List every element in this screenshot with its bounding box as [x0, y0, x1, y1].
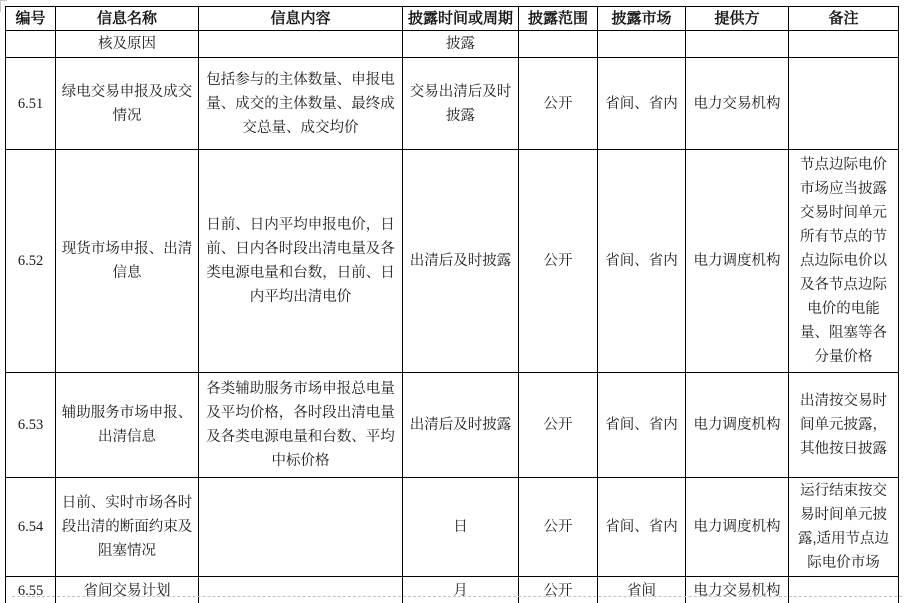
cell-remarks: 节点边际电价市场应当披露交易时间单元所有节点的节点边际电价以及各节点边际电价的电能量、阻塞等各分量价格 [789, 150, 899, 373]
header-info-content: 信息内容 [199, 7, 403, 31]
cell-remarks [789, 58, 899, 150]
table-row-6-53 [6, 373, 899, 478]
cell-info-name: 辅助服务市场申报、出清信息 [56, 373, 199, 478]
cell-provider: 电力交易机构 [686, 58, 789, 150]
cell-provider: 电力交易机构 [686, 577, 789, 603]
cell-disclosure-time: 日 [403, 478, 519, 577]
cell-provider: 电力调度机构 [686, 150, 789, 373]
disclosure-info-table [5, 6, 899, 603]
cell-disclosure-scope: 公开 [519, 373, 598, 478]
cell-disclosure-time: 出清后及时披露 [403, 150, 519, 373]
cell-info-name: 省间交易计划 [56, 577, 199, 603]
cell-info-name: 日前、实时市场各时段出清的断面约束及阻塞情况 [56, 478, 199, 577]
cell-number: 6.55 [6, 577, 56, 603]
header-disclosure-time: 披露时间或周期 [403, 7, 519, 31]
cell-number: 6.54 [6, 478, 56, 577]
table-row-6-54 [6, 478, 899, 577]
header-info-name: 信息名称 [56, 7, 199, 31]
cell-info-name: 现货市场申报、出清信息 [56, 150, 199, 373]
cell-disclosure-time: 披露 [403, 31, 519, 58]
page-break-dashed-line [12, 596, 902, 597]
cell-remarks: 出清按交易时间单元披露，其他按日披露 [789, 373, 899, 478]
cell-info-content: 日前、日内平均申报电价，日前、日内各时段出清电量及各类电源电量和台数，日前、日内平均出清电价 [199, 150, 403, 373]
cell-number: 6.52 [6, 150, 56, 373]
cell-info-content: 包括参与的主体数量、申报电量、成交的主体数量、最终成交总量、成交均价 [199, 58, 403, 150]
header-provider: 提供方 [686, 7, 789, 31]
header-remarks: 备注 [789, 7, 899, 31]
cell-number: 6.53 [6, 373, 56, 478]
cell-disclosure-time: 交易出清后及时披露 [403, 58, 519, 150]
table-row-continuation [6, 31, 899, 58]
cell-disclosure-market: 省间、省内 [598, 373, 686, 478]
cell-info-content [199, 577, 403, 603]
cell-remarks [789, 31, 899, 58]
cell-disclosure-scope: 公开 [519, 478, 598, 577]
cell-disclosure-market: 省间、省内 [598, 58, 686, 150]
cell-disclosure-market: 省间 [598, 577, 686, 603]
header-disclosure-scope: 披露范围 [519, 7, 598, 31]
cell-info-name: 核及原因 [56, 31, 199, 58]
cell-info-content [199, 31, 403, 58]
table-row-6-55 [6, 577, 899, 603]
cell-number [6, 31, 56, 58]
cell-provider: 电力调度机构 [686, 373, 789, 478]
cell-info-name: 绿电交易申报及成交情况 [56, 58, 199, 150]
header-number: 编号 [6, 7, 56, 31]
cell-disclosure-scope [519, 31, 598, 58]
header-disclosure-market: 披露市场 [598, 7, 686, 31]
cell-info-content: 各类辅助服务市场申报总电量及平均价格，各时段出清电量及各类电源电量和台数、平均中标价格 [199, 373, 403, 478]
cell-disclosure-scope: 公开 [519, 58, 598, 150]
table-row-6-52 [6, 150, 899, 373]
cell-number: 6.51 [6, 58, 56, 150]
cell-disclosure-market [598, 31, 686, 58]
cell-disclosure-scope: 公开 [519, 577, 598, 603]
table-header-row [6, 7, 899, 31]
cell-disclosure-market: 省间、省内 [598, 478, 686, 577]
cell-info-content [199, 478, 403, 577]
cell-disclosure-market: 省间、省内 [598, 150, 686, 373]
cell-provider [686, 31, 789, 58]
cell-disclosure-time: 出清后及时披露 [403, 373, 519, 478]
cell-remarks [789, 577, 899, 603]
cell-disclosure-time: 月 [403, 577, 519, 603]
cell-remarks: 运行结束按交易时间单元披露,适用节点边际电价市场 [789, 478, 899, 577]
cell-disclosure-scope: 公开 [519, 150, 598, 373]
cell-provider: 电力调度机构 [686, 478, 789, 577]
table-row-6-51 [6, 58, 899, 150]
